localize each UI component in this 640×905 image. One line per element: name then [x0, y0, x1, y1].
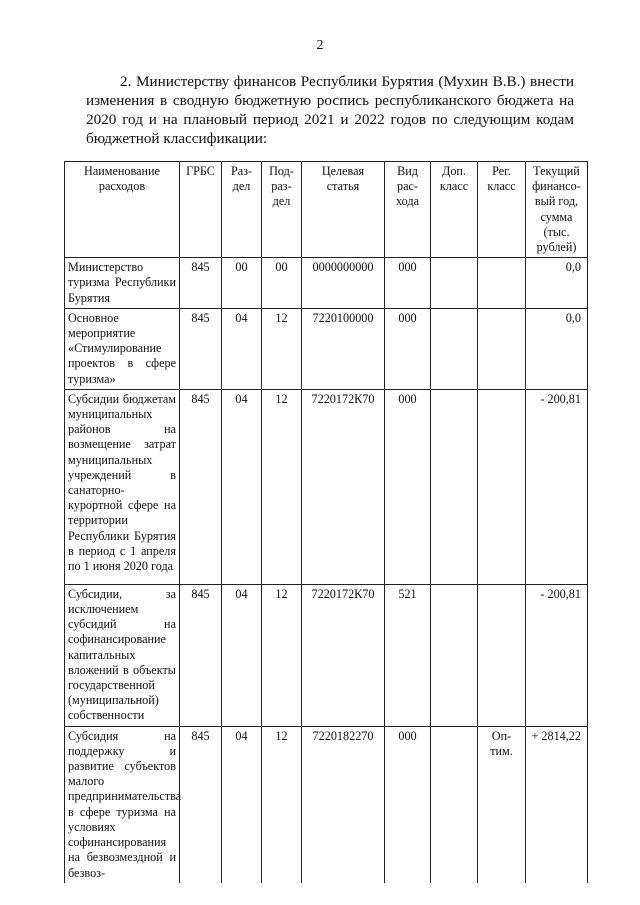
- cell-amount: 0,0: [526, 308, 588, 389]
- cell-dop: [431, 258, 478, 309]
- header-amount: Текущий финансо-вый год, сумма (тыс. рублей): [526, 162, 588, 258]
- cell-dop: [431, 389, 478, 584]
- cell-razdel: 04: [222, 584, 262, 726]
- cell-target: 7220182270: [302, 726, 385, 883]
- cell-vid: 000: [385, 308, 431, 389]
- intro-paragraph: 2. Министерству финансов Республики Бурятия (Мухин В.В.) внести изменения в сводную бюджетную роспись республиканского бюджета на 2020 год и на плановый период 2021 и 2022 годов по следующим кодам бюджетной классификации:: [86, 73, 574, 147]
- header-reg: Рег. класс: [478, 162, 526, 258]
- cell-target: 7220172К70: [302, 584, 385, 726]
- table-row: [65, 258, 588, 309]
- cell-name: Субсидии, за исключением субсидий на софинансирование капитальных вложений в объекты государственной (муниципальной) собственности: [65, 584, 180, 726]
- cell-target: 7220100000: [302, 308, 385, 389]
- cell-dop: [431, 308, 478, 389]
- cell-podrazdel: 00: [262, 258, 302, 309]
- table-header-row: [65, 162, 588, 258]
- budget-codes-table: [64, 161, 588, 883]
- cell-grbs: 845: [180, 308, 222, 389]
- table-row: [65, 726, 588, 883]
- cell-grbs: 845: [180, 389, 222, 584]
- cell-razdel: 00: [222, 258, 262, 309]
- cell-razdel: 04: [222, 726, 262, 883]
- cell-podrazdel: 12: [262, 726, 302, 883]
- cell-reg: [478, 584, 526, 726]
- cell-amount: + 2814,22: [526, 726, 588, 883]
- cell-podrazdel: 12: [262, 584, 302, 726]
- page-number: 2: [316, 38, 324, 53]
- cell-vid: 000: [385, 258, 431, 309]
- header-podrazdel: Под-раз-дел: [262, 162, 302, 258]
- header-name: Наименование расходов: [65, 162, 180, 258]
- cell-amount: - 200,81: [526, 389, 588, 584]
- cell-grbs: 845: [180, 584, 222, 726]
- cell-target: 0000000000: [302, 258, 385, 309]
- header-grbs: ГРБС: [180, 162, 222, 258]
- cell-dop: [431, 726, 478, 883]
- table-row: [65, 584, 588, 726]
- cell-vid: 521: [385, 584, 431, 726]
- table-row: [65, 389, 588, 584]
- header-target: Целевая статья: [302, 162, 385, 258]
- cell-target: 7220172К70: [302, 389, 385, 584]
- header-vid: Вид рас-хода: [385, 162, 431, 258]
- cell-amount: 0,0: [526, 258, 588, 309]
- cell-name: Министерство туризма Республики Бурятия: [65, 258, 180, 309]
- cell-podrazdel: 12: [262, 308, 302, 389]
- cell-razdel: 04: [222, 308, 262, 389]
- cell-reg: [478, 308, 526, 389]
- cell-razdel: 04: [222, 389, 262, 584]
- cell-podrazdel: 12: [262, 389, 302, 584]
- cell-reg: Оп-тим.: [478, 726, 526, 883]
- cell-vid: 000: [385, 726, 431, 883]
- cell-name: Основное мероприятие «Стимулирование проектов в сфере туризма»: [65, 308, 180, 389]
- cell-grbs: 845: [180, 258, 222, 309]
- header-razdel: Раз-дел: [222, 162, 262, 258]
- header-dop: Доп. класс: [431, 162, 478, 258]
- cell-name: Субсидия на поддержку и развитие субъектов малого предпринимательства в сфере туризма на условиях софинансирования на безвозмездной и безвоз-: [65, 726, 180, 883]
- cell-amount: - 200,81: [526, 584, 588, 726]
- cell-reg: [478, 258, 526, 309]
- table-row: [65, 308, 588, 389]
- cell-name: Субсидии бюджетам муниципальных районов на возмещение затрат муниципальных учреждений в санаторно-курортной сфере на территории Республики Бурятия в период с 1 апреля по 1 июня 2020 года: [65, 389, 180, 584]
- cell-dop: [431, 584, 478, 726]
- cell-grbs: 845: [180, 726, 222, 883]
- cell-vid: 000: [385, 389, 431, 584]
- cell-reg: [478, 389, 526, 584]
